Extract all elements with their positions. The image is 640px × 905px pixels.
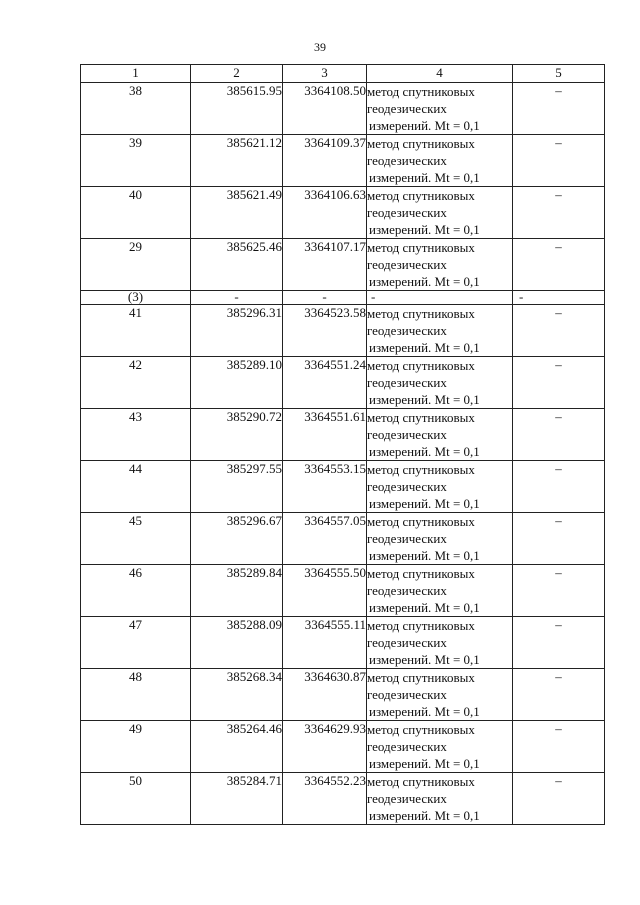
- note-cell: –: [513, 773, 605, 825]
- x-coordinate-cell: 385621.49: [191, 187, 283, 239]
- point-number-cell: 29: [81, 239, 191, 291]
- method-cell: [367, 305, 513, 357]
- note-cell: –: [513, 239, 605, 291]
- y-coordinate-cell: 3364555.11: [283, 617, 367, 669]
- method-line: метод спутниковых: [367, 84, 475, 99]
- method-line: измерений. Mt = 0,1: [369, 808, 480, 823]
- x-coordinate-cell: 385284.71: [191, 773, 283, 825]
- y-coordinate-cell: 3364552.23: [283, 773, 367, 825]
- x-coordinate-cell: 385289.84: [191, 565, 283, 617]
- note-cell: –: [513, 669, 605, 721]
- note-cell: -: [513, 291, 605, 305]
- note-cell: –: [513, 513, 605, 565]
- method-line: измерений. Mt = 0,1: [369, 340, 480, 355]
- method-line: геодезических: [367, 205, 447, 220]
- table-row: [81, 513, 605, 565]
- y-coordinate-cell: 3364557.05: [283, 513, 367, 565]
- x-coordinate-cell: 385297.55: [191, 461, 283, 513]
- table-row: [81, 773, 605, 825]
- note-cell: –: [513, 357, 605, 409]
- x-coordinate-cell: 385289.10: [191, 357, 283, 409]
- y-coordinate-cell: 3364523.58: [283, 305, 367, 357]
- x-coordinate-cell: 385621.12: [191, 135, 283, 187]
- method-line: метод спутниковых: [367, 774, 475, 789]
- point-number-cell: 46: [81, 565, 191, 617]
- point-number-cell: 41: [81, 305, 191, 357]
- method-cell: [367, 357, 513, 409]
- note-cell: –: [513, 135, 605, 187]
- method-line: метод спутниковых: [367, 462, 475, 477]
- method-line: измерений. Mt = 0,1: [369, 118, 480, 133]
- y-coordinate-cell: 3364551.24: [283, 357, 367, 409]
- method-line: геодезических: [367, 635, 447, 650]
- table-row: [81, 135, 605, 187]
- method-cell: [367, 565, 513, 617]
- table-row: [81, 461, 605, 513]
- table-row: [81, 669, 605, 721]
- note-cell: –: [513, 187, 605, 239]
- x-coordinate-cell: 385288.09: [191, 617, 283, 669]
- coordinates-table: [80, 64, 605, 825]
- method-line: геодезических: [367, 791, 447, 806]
- table-row: [81, 305, 605, 357]
- table-row: [81, 721, 605, 773]
- column-header-5: 5: [513, 65, 605, 83]
- method-line: геодезических: [367, 153, 447, 168]
- method-line: геодезических: [367, 583, 447, 598]
- y-coordinate-cell: 3364107.17: [283, 239, 367, 291]
- method-line: измерений. Mt = 0,1: [369, 496, 480, 511]
- y-coordinate-cell: 3364555.50: [283, 565, 367, 617]
- page-number: 39: [314, 40, 326, 54]
- method-cell: [367, 721, 513, 773]
- note-cell: –: [513, 565, 605, 617]
- method-cell: [367, 513, 513, 565]
- table-row: [81, 83, 605, 135]
- method-line: метод спутниковых: [367, 410, 475, 425]
- point-number-cell: 45: [81, 513, 191, 565]
- x-coordinate-cell: 385625.46: [191, 239, 283, 291]
- method-line: метод спутниковых: [367, 136, 475, 151]
- method-line: измерений. Mt = 0,1: [369, 704, 480, 719]
- note-cell: –: [513, 617, 605, 669]
- y-coordinate-cell: 3364108.50: [283, 83, 367, 135]
- table-header-row: [81, 65, 605, 83]
- point-number-cell: (3): [81, 291, 191, 305]
- method-cell: [367, 773, 513, 825]
- method-line: геодезических: [367, 101, 447, 116]
- method-line: измерений. Mt = 0,1: [369, 548, 480, 563]
- method-line: метод спутниковых: [367, 566, 475, 581]
- method-line: метод спутниковых: [367, 358, 475, 373]
- method-line: метод спутниковых: [367, 670, 475, 685]
- method-line: измерений. Mt = 0,1: [369, 274, 480, 289]
- method-cell: [367, 135, 513, 187]
- table-row: [81, 357, 605, 409]
- method-line: измерений. Mt = 0,1: [369, 756, 480, 771]
- note-cell: –: [513, 83, 605, 135]
- y-coordinate-cell: 3364630.87: [283, 669, 367, 721]
- method-cell: [367, 83, 513, 135]
- y-coordinate-cell: 3364106.63: [283, 187, 367, 239]
- method-line: -: [371, 289, 376, 304]
- method-line: метод спутниковых: [367, 722, 475, 737]
- point-number-cell: 38: [81, 83, 191, 135]
- column-header-4: 4: [367, 65, 513, 83]
- point-number-cell: 47: [81, 617, 191, 669]
- method-line: измерений. Mt = 0,1: [369, 444, 480, 459]
- method-line: метод спутниковых: [367, 188, 475, 203]
- y-coordinate-cell: -: [283, 291, 367, 305]
- table-row: [81, 409, 605, 461]
- x-coordinate-cell: -: [191, 291, 283, 305]
- method-line: геодезических: [367, 687, 447, 702]
- method-line: геодезических: [367, 531, 447, 546]
- method-cell: [367, 669, 513, 721]
- column-header-3: 3: [283, 65, 367, 83]
- x-coordinate-cell: 385296.67: [191, 513, 283, 565]
- method-line: измерений. Mt = 0,1: [369, 392, 480, 407]
- point-number-cell: 39: [81, 135, 191, 187]
- x-coordinate-cell: 385290.72: [191, 409, 283, 461]
- point-number-cell: 50: [81, 773, 191, 825]
- note-cell: –: [513, 721, 605, 773]
- method-cell: [367, 617, 513, 669]
- method-line: геодезических: [367, 479, 447, 494]
- table-row: [81, 187, 605, 239]
- table-separator-row: [81, 291, 605, 305]
- method-line: геодезических: [367, 427, 447, 442]
- method-cell: [367, 187, 513, 239]
- method-line: метод спутниковых: [367, 618, 475, 633]
- column-header-2: 2: [191, 65, 283, 83]
- x-coordinate-cell: 385268.34: [191, 669, 283, 721]
- y-coordinate-cell: 3364109.37: [283, 135, 367, 187]
- note-cell: –: [513, 409, 605, 461]
- table-row: [81, 565, 605, 617]
- method-cell: [367, 291, 513, 305]
- note-cell: –: [513, 305, 605, 357]
- y-coordinate-cell: 3364553.15: [283, 461, 367, 513]
- x-coordinate-cell: 385264.46: [191, 721, 283, 773]
- point-number-cell: 48: [81, 669, 191, 721]
- method-cell: [367, 461, 513, 513]
- method-line: геодезических: [367, 375, 447, 390]
- method-line: геодезических: [367, 739, 447, 754]
- method-line: метод спутниковых: [367, 306, 475, 321]
- table-row: [81, 239, 605, 291]
- method-cell: [367, 239, 513, 291]
- method-line: геодезических: [367, 257, 447, 272]
- method-line: метод спутниковых: [367, 514, 475, 529]
- method-line: геодезических: [367, 323, 447, 338]
- point-number-cell: 44: [81, 461, 191, 513]
- note-cell: –: [513, 461, 605, 513]
- table-row: [81, 617, 605, 669]
- point-number-cell: 43: [81, 409, 191, 461]
- point-number-cell: 49: [81, 721, 191, 773]
- method-line: метод спутниковых: [367, 240, 475, 255]
- point-number-cell: 42: [81, 357, 191, 409]
- method-line: измерений. Mt = 0,1: [369, 222, 480, 237]
- y-coordinate-cell: 3364629.93: [283, 721, 367, 773]
- point-number-cell: 40: [81, 187, 191, 239]
- x-coordinate-cell: 385296.31: [191, 305, 283, 357]
- column-header-1: 1: [81, 65, 191, 83]
- y-coordinate-cell: 3364551.61: [283, 409, 367, 461]
- method-line: измерений. Mt = 0,1: [369, 652, 480, 667]
- method-cell: [367, 409, 513, 461]
- x-coordinate-cell: 385615.95: [191, 83, 283, 135]
- method-line: измерений. Mt = 0,1: [369, 600, 480, 615]
- method-line: измерений. Mt = 0,1: [369, 170, 480, 185]
